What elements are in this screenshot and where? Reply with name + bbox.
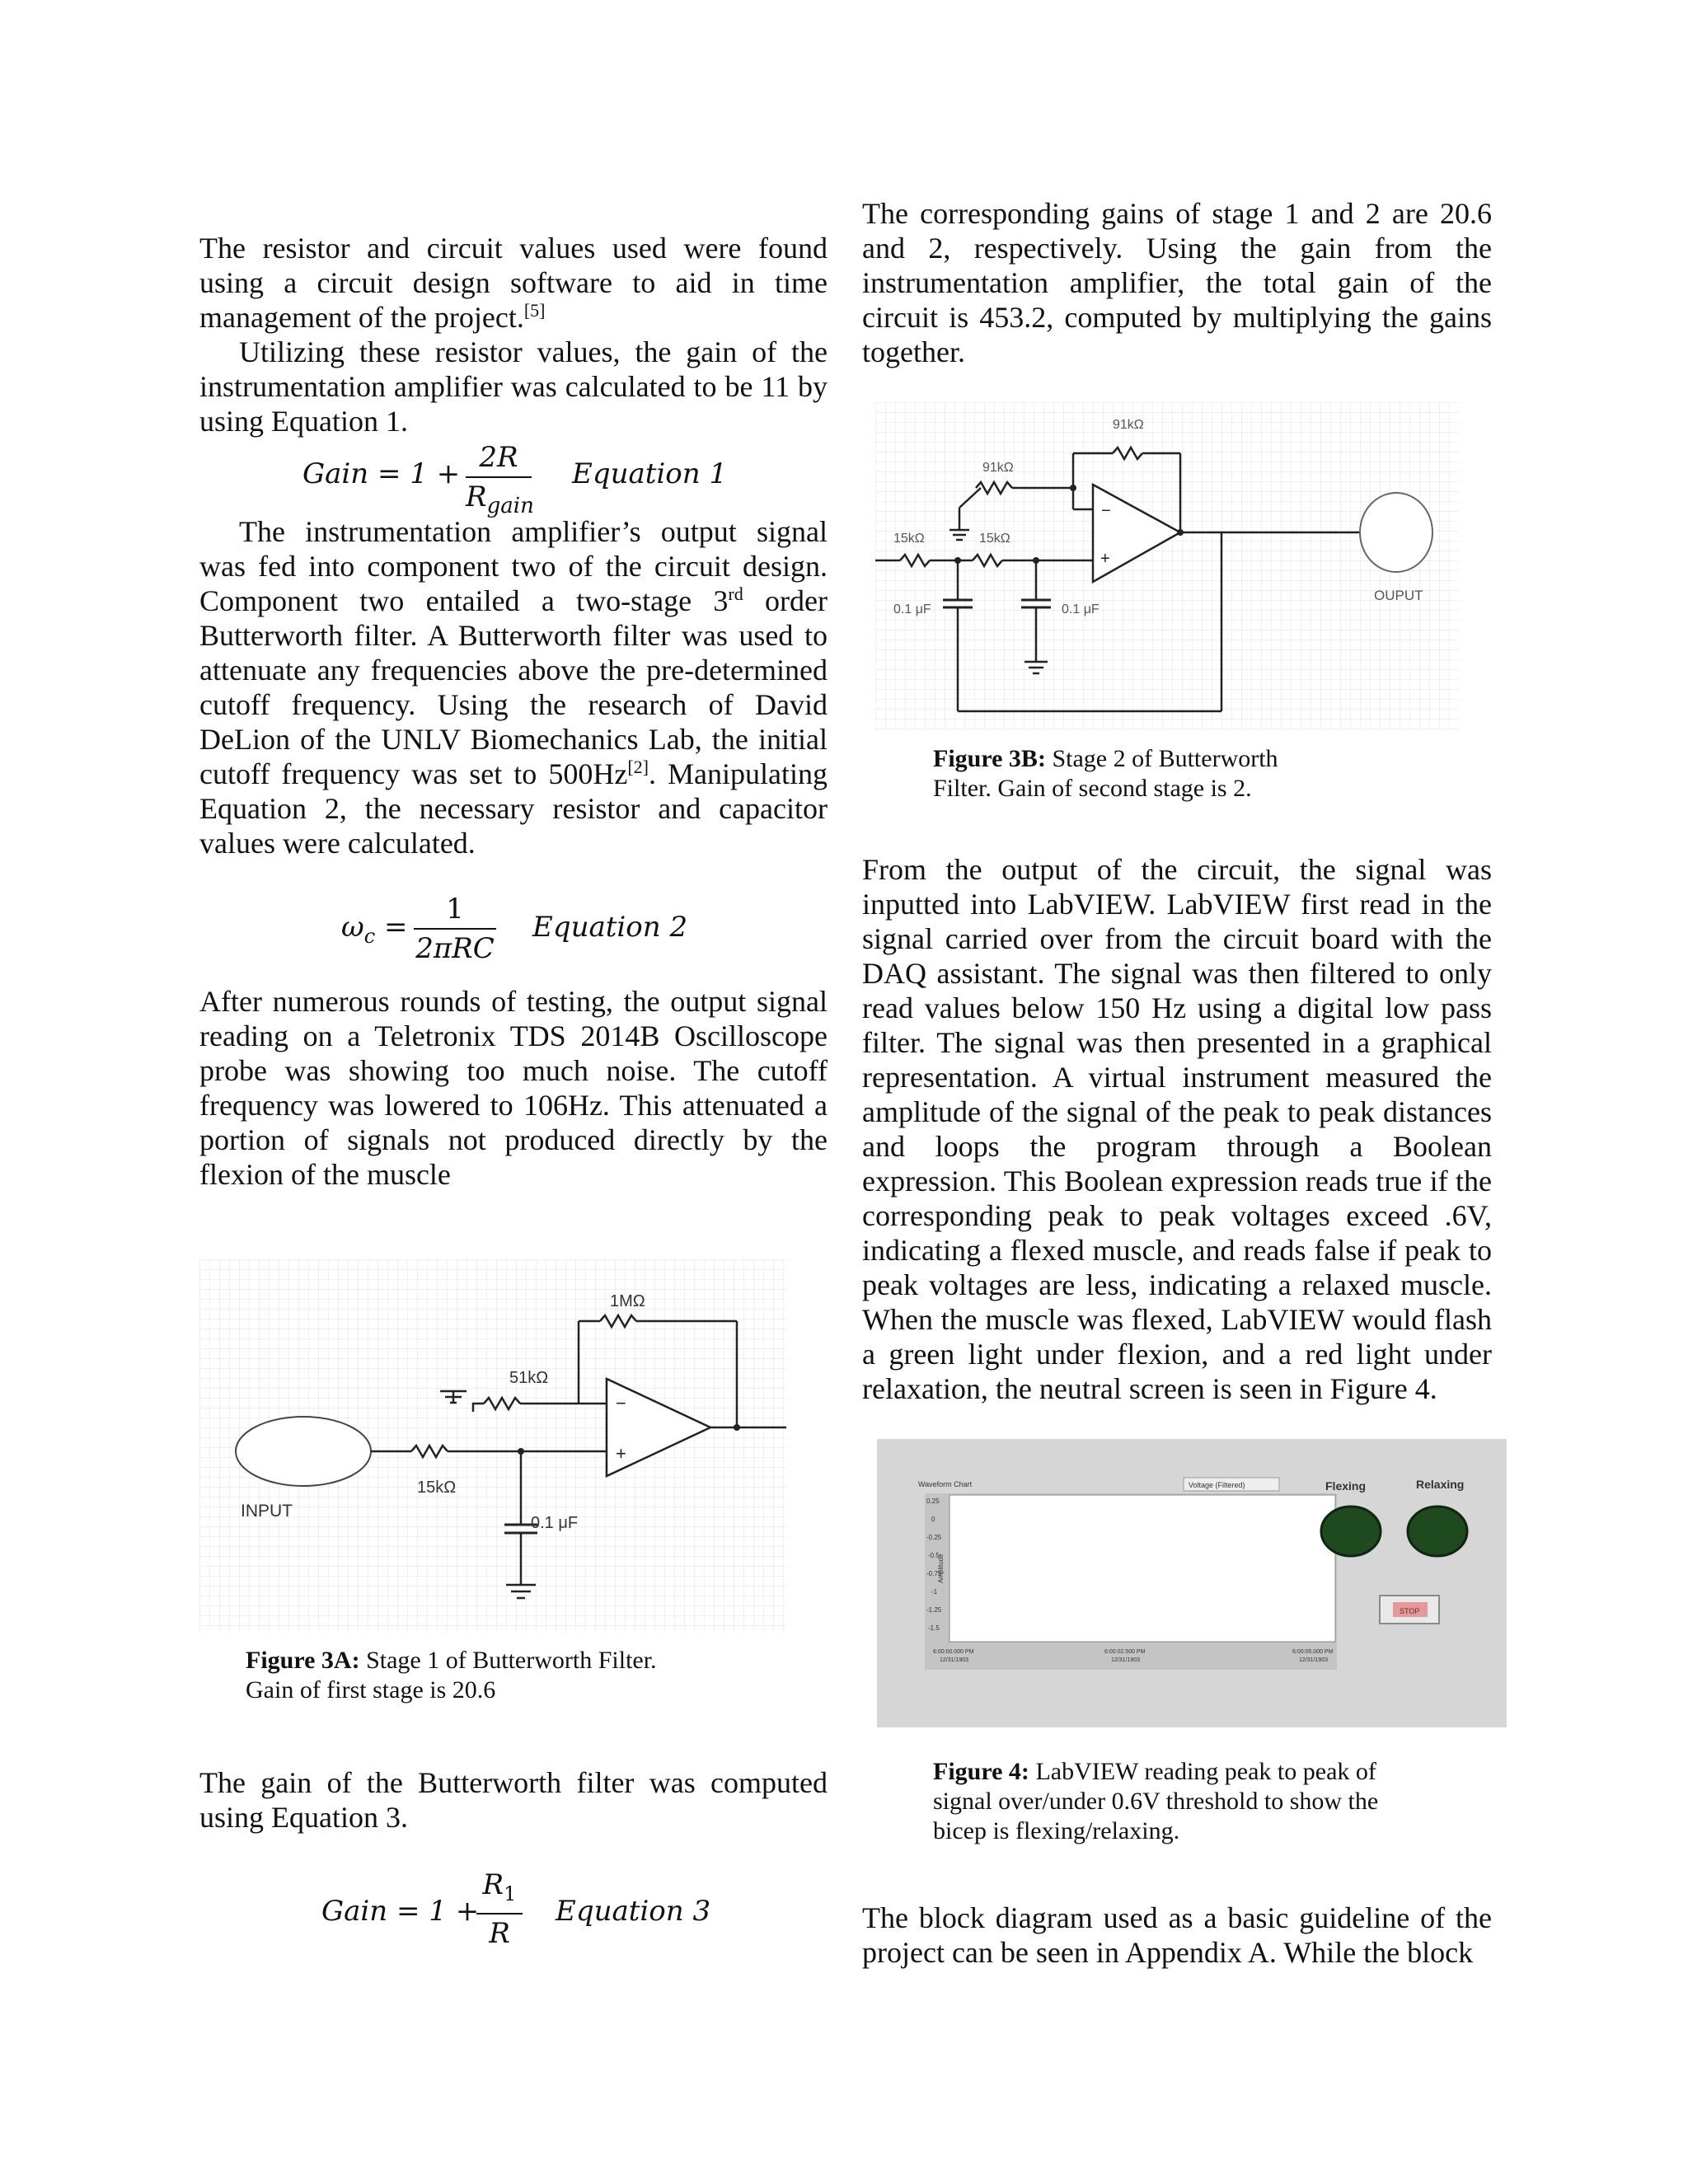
svg-text:0.1 μF: 0.1 μF bbox=[531, 1514, 579, 1532]
figure-4-caption: Figure 4: LabVIEW reading peak to peak of signal over/under 0.6V threshold to show the bicep is flexing/relaxing. bbox=[933, 1758, 1379, 1844]
right-column-bottom bbox=[862, 1900, 1492, 1970]
paragraph-resistor-values: The resistor and circuit values used were found using a circuit design software to aid in time management of the project.[5] bbox=[199, 232, 828, 334]
x-tick-1-time: 6:00:02.500 PM bbox=[1104, 1649, 1146, 1655]
paragraph-labview: From the output of the circuit, the signal was inputted into LabVIEW. LabVIEW first read in the signal carried over from the circuit board with the DAQ assistant. The signal was then filtered to only read values below 150 Hz using a digital low pass filter. The signal was then presented in a graphical representation. A virtual instrument measured the amplitude of the signal of the peak to peak distances and loops the program through a Boolean expression. This Boolean expression reads true if the corresponding peak to peak voltages exceed .6V, indicating a flexed muscle, and reads false if peak to peak voltages are less, indicating a relaxed muscle. When the muscle was flexed, LabVIEW would flash a green light under flexion, and a red light under relaxation, the neutral screen is seen in Figure 4. bbox=[862, 853, 1492, 1405]
svg-text:1MΩ: 1MΩ bbox=[610, 1292, 645, 1310]
eq2-fraction bbox=[414, 892, 496, 966]
paragraph-butterworth: The instrumentation amplifier’s output signal was fed into component two of the circuit design. Component two entailed a two-stage 3rd order Butterworth filter. A Butterworth filter was used to attenuate any frequencies above the pre-determined cutoff frequency. Using the research of David DeLion of the UNLV Biomechanics Lab, the initial cutoff frequency was set to 500Hz[2]. Manipulating Equation 2, the necessary resistor and capacitor values were calculated. bbox=[199, 515, 828, 860]
y-tick-5: -1 bbox=[931, 1588, 938, 1596]
eq3-fraction bbox=[476, 1868, 523, 1951]
paragraph-block-diagram: The block diagram used as a basic guideline of the project can be seen in Appendix A. While the block bbox=[862, 1901, 1492, 1969]
left-column bbox=[199, 231, 828, 1192]
svg-text:0.1 μF: 0.1 μF bbox=[1062, 602, 1100, 616]
figure-3b-schematic bbox=[875, 402, 1459, 730]
equation-1 bbox=[199, 438, 828, 518]
equation-3 bbox=[199, 1859, 828, 1950]
equation-2 bbox=[199, 860, 828, 984]
svg-text:Voltage (Filtered): Voltage (Filtered) bbox=[1189, 1481, 1245, 1489]
y-tick-4: -0.75 bbox=[926, 1570, 942, 1577]
waveform-chart-title: Waveform Chart bbox=[918, 1480, 973, 1488]
right-column-top bbox=[862, 196, 1492, 369]
input-label: INPUT bbox=[241, 1502, 293, 1521]
eq2-numerator: 1 bbox=[414, 892, 496, 930]
paragraph-instrumentation-gain: Utilizing these resistor values, the gain of the instrumentation amplifier was calculated to be 11 by using Equation 1. bbox=[199, 335, 828, 438]
plot-area bbox=[950, 1495, 1335, 1642]
relaxing-led bbox=[1408, 1507, 1467, 1556]
x-tick-2-date: 12/31/1903 bbox=[1299, 1657, 1329, 1663]
eq1-denominator: $R_{gain}$ bbox=[466, 480, 534, 518]
y-tick-2: -0.25 bbox=[926, 1534, 942, 1541]
svg-text:15kΩ: 15kΩ bbox=[417, 1479, 457, 1497]
svg-text:0.1 μF: 0.1 μF bbox=[893, 602, 931, 616]
left-column-bottom bbox=[199, 1765, 828, 1950]
eq2-label: Equation 2 bbox=[532, 911, 688, 944]
svg-text:91kΩ: 91kΩ bbox=[982, 461, 1014, 475]
figure-3a-caption: Figure 3A: Stage 1 of Butterworth Filter. Gain of first stage is 20.6 bbox=[246, 1647, 657, 1704]
right-column-middle bbox=[862, 852, 1492, 1406]
output-label: OUPUT bbox=[1374, 588, 1423, 603]
y-tick-1: 0 bbox=[931, 1516, 935, 1523]
svg-text:−: − bbox=[616, 1393, 626, 1413]
grid-background bbox=[875, 402, 1459, 730]
flexing-led bbox=[1321, 1507, 1381, 1556]
figure-3b-caption: Figure 3B: Stage 2 of Butterworth Filter. Gain of second stage is 2. bbox=[933, 745, 1278, 802]
svg-text:91kΩ: 91kΩ bbox=[1113, 418, 1144, 432]
svg-text:51kΩ: 51kΩ bbox=[509, 1369, 549, 1387]
input-node bbox=[236, 1417, 371, 1486]
paragraph-total-gain: The corresponding gains of stage 1 and 2 are 20.6 and 2, respectively. Using the gain from the instrumentation amplifier, the total gain of the circuit is 453.2, computed by multiplying the gains together. bbox=[862, 197, 1492, 368]
figure-3a-schematic bbox=[199, 1259, 786, 1632]
citation-2: [2] bbox=[627, 757, 649, 777]
eq1-label: Equation 1 bbox=[572, 457, 728, 490]
eq3-lhs: Gain = 1 + bbox=[321, 1895, 480, 1928]
eq1-numerator: 2R bbox=[466, 440, 532, 478]
output-node bbox=[1360, 493, 1432, 572]
relaxing-label: Relaxing bbox=[1416, 1478, 1465, 1491]
paragraph-testing: After numerous rounds of testing, the output signal reading on a Teletronix TDS 2014B Oscilloscope probe was showing too much noise. The cutoff frequency was lowered to 106Hz. This attenuated a portion of signals not produced directly by the flexion of the muscle bbox=[199, 985, 828, 1191]
x-tick-2-time: 6:00:05.000 PM bbox=[1292, 1649, 1334, 1655]
eq1-lhs: Gain = 1 + bbox=[302, 457, 461, 490]
eq3-numerator: $R_1$ bbox=[476, 1868, 523, 1915]
x-tick-0-time: 6:00:00.000 PM bbox=[933, 1649, 974, 1655]
flexing-label: Flexing bbox=[1325, 1479, 1367, 1493]
citation-5: [5] bbox=[523, 300, 546, 321]
stage-2-circuit-svg bbox=[875, 402, 1459, 730]
eq2-denominator: 2πRC bbox=[415, 932, 495, 965]
y-tick-0: 0.25 bbox=[926, 1497, 940, 1505]
y-tick-6: -1.25 bbox=[926, 1606, 942, 1614]
svg-text:15kΩ: 15kΩ bbox=[893, 532, 925, 546]
svg-text:+: + bbox=[616, 1443, 626, 1464]
eq1-fraction bbox=[466, 440, 532, 523]
eq2-lhs: $\omega_c$ = bbox=[341, 911, 408, 948]
x-tick-0-date: 12/31/1903 bbox=[940, 1657, 969, 1663]
eq3-label: Equation 3 bbox=[556, 1895, 711, 1928]
paragraph-gain-equation-3: The gain of the Butterworth filter was computed using Equation 3. bbox=[199, 1766, 828, 1834]
labview-panel-svg bbox=[877, 1439, 1507, 1727]
x-tick-1-date: 12/31/1903 bbox=[1111, 1657, 1141, 1663]
stage-1-circuit-svg bbox=[199, 1259, 786, 1632]
svg-text:15kΩ: 15kΩ bbox=[979, 532, 1010, 546]
eq3-denominator: R bbox=[489, 1916, 510, 1950]
y-tick-7: -1.5 bbox=[928, 1624, 940, 1632]
figure-4-labview-panel bbox=[877, 1439, 1507, 1727]
svg-text:STOP: STOP bbox=[1400, 1607, 1420, 1615]
svg-text:Amplitude: Amplitude bbox=[937, 1554, 945, 1583]
y-tick-3: -0.5 bbox=[928, 1552, 940, 1559]
svg-text:−: − bbox=[1101, 502, 1111, 520]
svg-text:+: + bbox=[1100, 550, 1110, 568]
